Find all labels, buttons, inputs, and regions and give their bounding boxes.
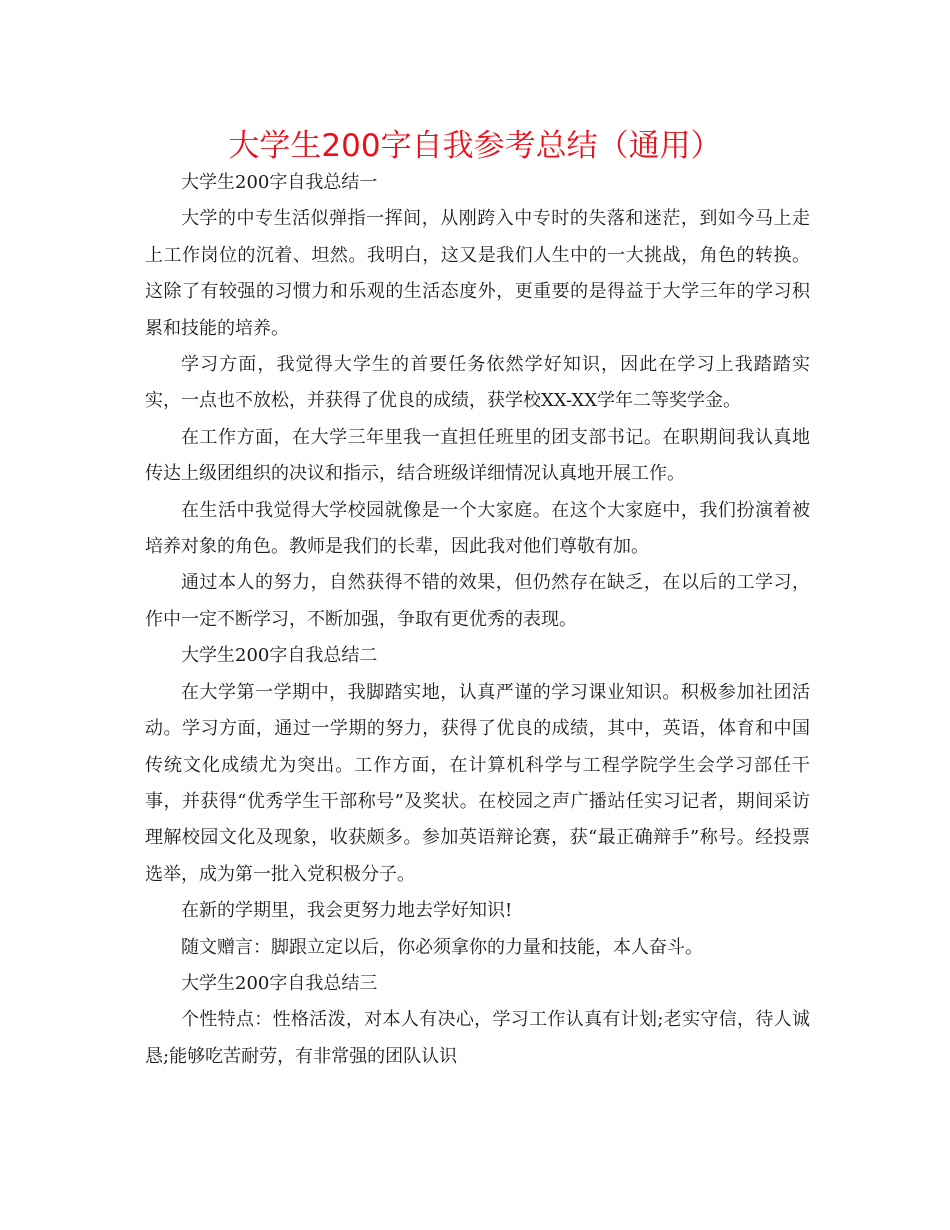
paragraph: 个性特点：性格活泼，对本人有决心，学习工作认真有计划;老实守信，待人诚恳;能够吃苦耐劳，有非常强的团队认识 (145, 1009, 810, 1067)
section-heading-3: 大学生200字自我总结三 (181, 972, 378, 994)
paragraph: 在新的学期里，我会更努力地去学好知识! (181, 900, 513, 922)
paragraph: 大学的中专生活似弹指一挥间，从刚跨入中专时的失落和迷茫，到如今马上走上工作岗位的沉着、坦然。我明白，这又是我们人生中的一大挑战，角色的转换。这除了有较强的习惯力和乐观的生活态度外，更重要的是得益于大学三年的学习积累和技能的培养。 (145, 208, 810, 339)
section-heading-2: 大学生200字自我总结二 (181, 645, 378, 667)
document-body (145, 165, 810, 1075)
document-title: 大学生200字自我参考总结（通用） (228, 128, 722, 164)
paragraph: 通过本人的努力，自然获得不错的效果，但仍然存在缺乏，在以后的工学习，作中一定不断学习，不断加强，争取有更优秀的表现。 (145, 572, 810, 630)
paragraph: 学习方面，我觉得大学生的首要任务依然学好知识，因此在学习上我踏踏实实，一点也不放松，并获得了优良的成绩，获学校XX-XX学年二等奖学金。 (145, 354, 810, 412)
paragraph: 在大学第一学期中，我脚踏实地，认真严谨的学习课业知识。积极参加社团活动。学习方面，通过一学期的努力，获得了优良的成绩，其中，英语，体育和中国传统文化成绩尤为突出。工作方面，在计算机科学与工程学院学生会学习部任干事，并获得“优秀学生干部称号”及奖状。在校园之声广播站任实习记者，期间采访理解校园文化及现象，收获颇多。参加英语辩论赛，获“最正确辩手”称号。经投票选举，成为第一批入党积极分子。 (145, 681, 810, 885)
paragraph: 在生活中我觉得大学校园就像是一个大家庭。在这个大家庭中，我们扮演着被培养对象的角色。教师是我们的长辈，因此我对他们尊敬有加。 (145, 499, 810, 558)
paragraph: 在工作方面，在大学三年里我一直担任班里的团支部书记。在职期间我认真地传达上级团组织的决议和指示，结合班级详细情况认真地开展工作。 (145, 426, 810, 485)
section-heading-1: 大学生200字自我总结一 (181, 172, 378, 193)
paragraph: 随文赠言：脚跟立定以后，你必须拿你的力量和技能，本人奋斗。 (181, 936, 703, 958)
